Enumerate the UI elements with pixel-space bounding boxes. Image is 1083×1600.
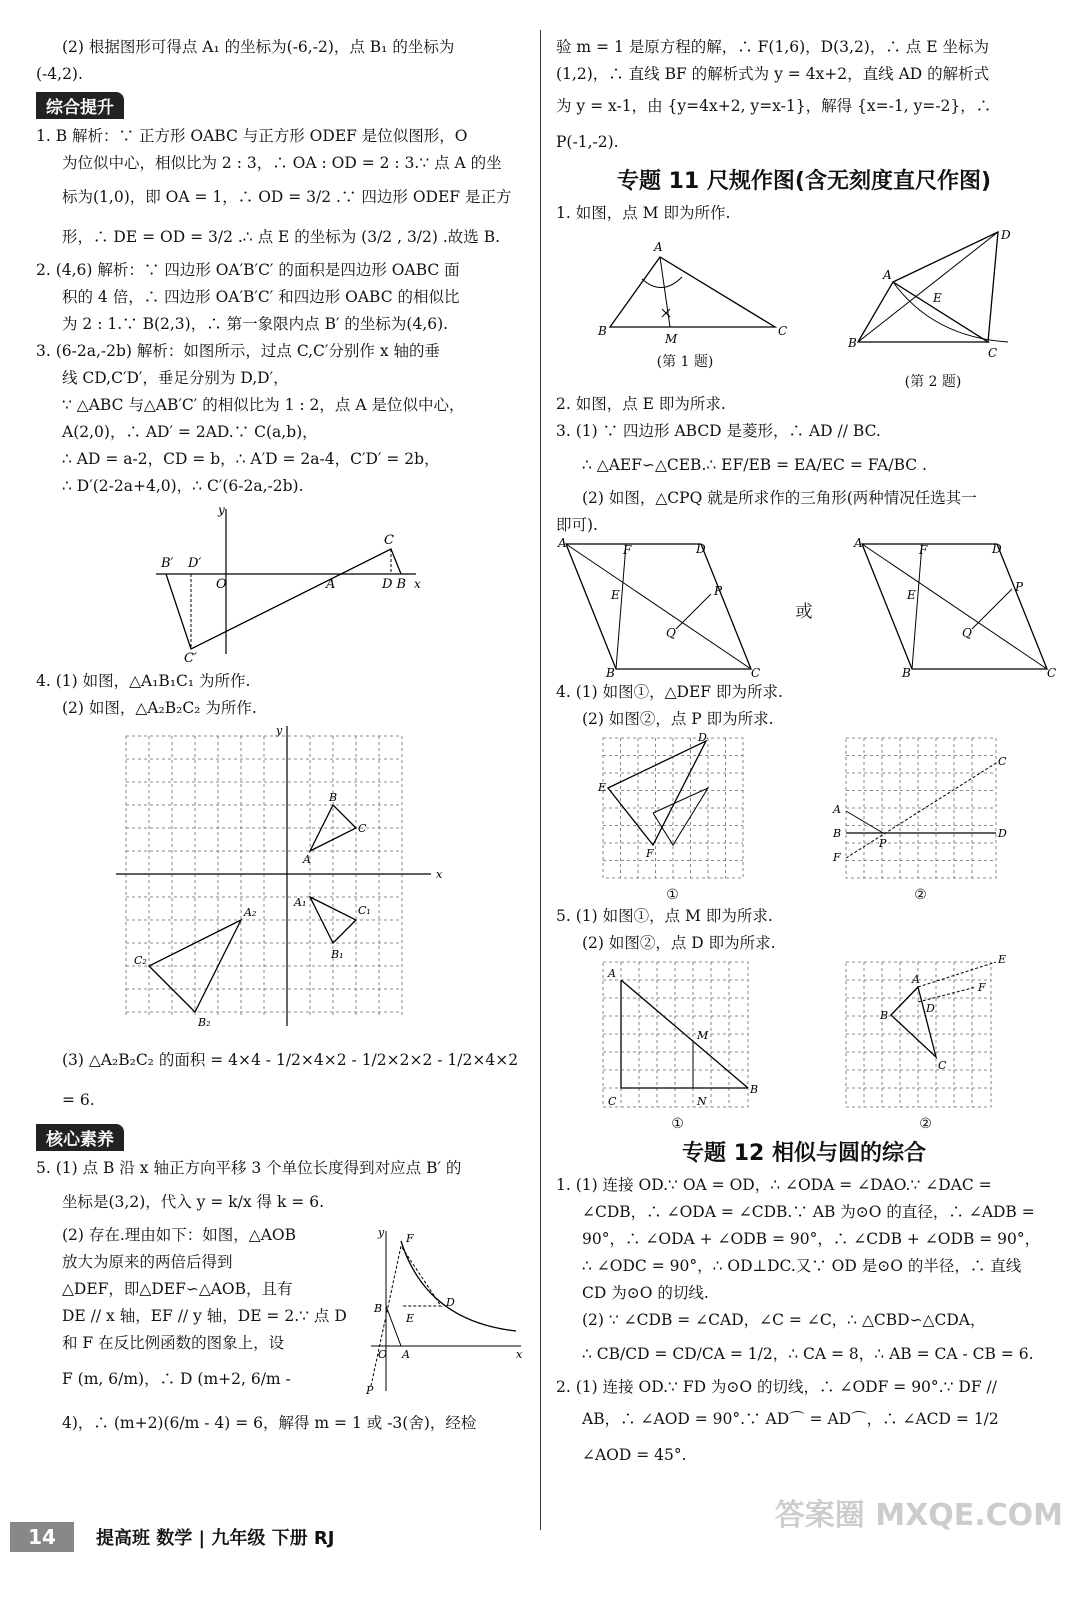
text-line: 3. (6-2a,-2b) 解析：如图所示，过点 C,C′分别作 x 轴的垂 (36, 342, 441, 360)
text-line: 2. (1) 连接 OD.∵ FD 为⊙O 的切线，∴ ∠ODF = 90°.∵ DF // (556, 1378, 997, 1396)
text-line: ∴ D′(2-2a+4,0)，∴ C′(6-2a,-2b). (62, 477, 304, 495)
text-line: F (m, 6/m)，∴ D (m+2, 6/m - (62, 1370, 291, 1388)
text-line: 4. (1) 如图①，△DEF 即为所求. (556, 683, 783, 701)
figure-caption: (第 1 题) (656, 354, 714, 370)
footer-text: 提高班 数学 | 九年级 下册 RJ (96, 1528, 335, 1549)
svg-text:P: P (878, 837, 886, 850)
svg-text:A₂: A₂ (244, 906, 257, 919)
svg-text:D: D (925, 1002, 935, 1015)
text-line: 90°，∴ ∠ODA + ∠ODB = 90°，∴ ∠CDB + ∠ODB = 90°， (582, 1230, 1041, 1248)
text-line: (2) 如图，△A₂B₂C₂ 为所作. (62, 699, 257, 717)
figure-row (556, 536, 1057, 680)
svg-text:C: C (778, 324, 788, 338)
svg-text:P: P (1015, 580, 1024, 594)
svg-text:N: N (696, 1095, 707, 1108)
svg-text:E: E (611, 588, 620, 602)
svg-text:C: C (937, 1059, 946, 1072)
svg-text:B: B (749, 1083, 758, 1096)
left-column (36, 34, 526, 1445)
svg-text:C: C (751, 666, 761, 680)
text-line: 线 CD,C′D′，垂足分别为 D,D′， (62, 369, 289, 387)
text-line: 5. (1) 点 B 沿 x 轴正方向平移 3 个单位长度得到对应点 B′ 的 (36, 1159, 462, 1177)
figure-row (556, 953, 1052, 1132)
svg-text:B: B (879, 1009, 888, 1022)
svg-text:B: B (832, 827, 841, 840)
svg-text:B: B (848, 336, 857, 350)
svg-text:B: B (598, 324, 607, 338)
grid-figure-t11-4a (598, 733, 748, 883)
svg-text:A: A (326, 577, 336, 592)
figure-caption: ① (671, 1116, 684, 1132)
svg-text:B: B (902, 666, 911, 680)
svg-text:M: M (665, 332, 678, 346)
watermark: 答案圈 MXQE.COM (774, 1498, 1063, 1533)
text-line: 为 2 : 1.∵ B(2,3)，∴ 第一象限内点 B′ 的坐标为(4,6). (62, 315, 449, 333)
svg-text:M: M (696, 1029, 708, 1042)
svg-text:A: A (402, 1348, 410, 1361)
text-line: A(2,0)，∴ AD′ = 2AD.∵ C(a,b)， (62, 423, 318, 441)
text-line: ∵ △ABC 与△AB′C′ 的相似比为 1 : 2，点 A 是位似中心， (62, 396, 465, 414)
section-header: 核心素养 (36, 1124, 124, 1151)
text-line: (2) 存在.理由如下：如图，△AOB (62, 1226, 297, 1244)
svg-text:D: D (696, 542, 706, 556)
figure-q5 (366, 1226, 526, 1396)
svg-text:A: A (832, 803, 841, 816)
text-line: (2) 如图，△CPQ 就是所求作的三角形(两种情况任选其一 (582, 489, 977, 507)
text-line: 1. (1) 连接 OD.∵ OA = OD，∴ ∠ODA = ∠DAO.∵ ∠DAC = (556, 1176, 992, 1194)
svg-text:A: A (607, 967, 616, 980)
text-line: 1. 如图，点 M 即为所作. (556, 204, 731, 222)
text-line: 2. 如图，点 E 即为所求. (556, 395, 726, 413)
svg-text:D: D (446, 1296, 455, 1309)
text-line: CD 为⊙O 的切线. (582, 1284, 709, 1302)
figure-caption: ① (666, 887, 679, 903)
figure-q3 (136, 504, 426, 664)
topic-title: 专题 11 尺规作图(含无刻度直尺作图) (616, 169, 992, 194)
svg-text:D′: D′ (188, 556, 202, 571)
text-line: △DEF，即△DEF∽△AOB，且有 (62, 1280, 293, 1298)
svg-text:B₂: B₂ (198, 1016, 211, 1029)
svg-text:P: P (714, 584, 723, 598)
svg-text:C₁: C₁ (358, 904, 371, 917)
text-line: 1. B 解析：∵ 正方形 OABC 与正方形 ODEF 是位似图形，O (36, 127, 468, 145)
svg-text:A: A (558, 536, 567, 550)
svg-text:C′: C′ (184, 651, 197, 666)
svg-text:x: x (436, 868, 443, 881)
figure-t11-2 (838, 227, 1028, 367)
svg-text:E: E (597, 781, 606, 794)
figure-t11-1 (580, 227, 790, 347)
svg-text:F: F (623, 543, 632, 557)
grid-figure-t11-5b (836, 953, 1016, 1112)
svg-text:D: D (1001, 228, 1011, 242)
svg-text:C: C (997, 755, 1006, 768)
svg-text:D: D (992, 542, 1002, 556)
figure-caption: (第 2 题) (904, 374, 962, 390)
svg-text:C: C (988, 346, 998, 360)
figure-row (556, 733, 1052, 903)
svg-text:y: y (218, 503, 225, 517)
text-line: (2) 根据图形可得点 A₁ 的坐标为(-6,-2)，点 B₁ 的坐标为 (62, 38, 455, 56)
figure-row (556, 227, 1052, 391)
text-line: 5. (1) 如图①，点 M 即为所求. (556, 907, 773, 925)
text-line: 积的 4 倍，∴ 四边形 OA′B′C′ 和四边形 OABC 的相似比 (62, 288, 460, 306)
text-line: DE // x 轴，EF // y 轴，DE = 2.∵ 点 D (62, 1307, 347, 1325)
svg-text:Q: Q (666, 626, 676, 640)
text-line: 放大为原来的两倍后得到 (62, 1253, 233, 1271)
svg-text:A: A (303, 853, 311, 866)
text-line: (2) 如图②，点 P 即为所求. (582, 710, 774, 728)
text-line: ∴ ∠ODC = 90°，∴ OD⊥DC.又∵ OD 是⊙O 的半径，∴ 直线 (582, 1257, 1022, 1275)
svg-text:F: F (832, 851, 841, 864)
text-line: 形，∴ DE = OD = 3/2 .∴ 点 E 的坐标为 (3/2 , 3/2) .故选 B. (62, 228, 501, 246)
svg-text:O: O (216, 577, 227, 592)
svg-text:Q: Q (962, 626, 972, 640)
svg-text:E: E (406, 1312, 415, 1325)
svg-text:B₁: B₁ (331, 948, 344, 961)
figure-caption: ② (919, 1116, 932, 1132)
svg-text:A: A (911, 973, 920, 986)
text-line: (-4,2). (36, 65, 83, 83)
svg-text:E: E (933, 291, 942, 305)
grid-figure-q4 (116, 726, 446, 1036)
svg-text:x: x (516, 1348, 523, 1361)
text-line: 4. (1) 如图，△A₁B₁C₁ 为所作. (36, 672, 251, 690)
text-line: ∴ CB/CD = CD/CA = 1/2，∴ CA = 8，∴ AB = CA - CB = 6. (582, 1345, 1034, 1363)
svg-text:C: C (358, 822, 367, 835)
column-divider (540, 30, 541, 1530)
text-line: 4)，∴ (m+2)(6/m - 4) = 6，解得 m = 1 或 -3(舍)，经检 (62, 1414, 477, 1432)
right-column (556, 34, 1057, 1473)
svg-text:E: E (997, 953, 1006, 966)
grid-figure-t11-5a (593, 957, 763, 1112)
text-line: 和 F 在反比例函数的图象上，设 (62, 1334, 285, 1352)
svg-text:O: O (378, 1348, 388, 1361)
topic-title: 专题 12 相似与圆的综合 (682, 1141, 926, 1166)
grid-figure-t11-4b (831, 733, 1011, 883)
svg-text:C: C (1047, 666, 1057, 680)
text-line: 3. (1) ∵ 四边形 ABCD 是菱形，∴ AD // BC. (556, 422, 881, 440)
svg-text:C₂: C₂ (134, 954, 147, 967)
figure-t11-3a (556, 536, 761, 680)
text-line: (2) ∵ ∠CDB = ∠CAD，∠C = ∠C，∴ △CBD∽△CDA， (582, 1311, 986, 1329)
text-line: AB，∴ ∠AOD = 90°.∵ AD⌒ = AD⌒，∴ ∠ACD = 1/2 ∠AOD = 45°. (582, 1410, 999, 1464)
text-line: 2. (4,6) 解析：∵ 四边形 OA′B′C′ 的面积是四边形 OABC 面 (36, 261, 460, 279)
figure-t11-3b (852, 536, 1057, 680)
text-line: 即可). (556, 516, 598, 534)
text-line: 坐标是(3,2)，代入 y = k/x 得 k = 6. (62, 1193, 325, 1211)
svg-text:F: F (645, 847, 654, 860)
svg-text:B: B (606, 666, 615, 680)
svg-text:P: P (366, 1384, 374, 1397)
figure-caption: ② (914, 887, 927, 903)
text-line: 为 y = x-1，由 {y=4x+2, y=x-1}，解得 {x=-1, y=-2}，∴ P(-1,-2). (556, 97, 992, 151)
or-label: 或 (795, 601, 813, 622)
svg-text:y: y (378, 1226, 385, 1239)
svg-text:x: x (414, 577, 421, 591)
svg-text:D: D (697, 731, 707, 744)
svg-text:C: C (607, 1095, 616, 1108)
svg-text:F: F (977, 981, 986, 994)
svg-text:B′: B′ (161, 556, 174, 571)
svg-text:B: B (374, 1302, 383, 1315)
svg-text:F: F (406, 1232, 414, 1245)
svg-text:F: F (919, 543, 928, 557)
svg-text:A: A (883, 268, 892, 282)
svg-text:B: B (329, 791, 338, 804)
section-header: 综合提升 (36, 92, 124, 119)
svg-text:A: A (654, 240, 663, 254)
text-line: 为位似中心，相似比为 2 : 3，∴ OA : OD = 2 : 3.∵ 点 A 的坐 (62, 154, 502, 172)
text-line: 验 m = 1 是原方程的解，∴ F(1,6)，D(3,2)，∴ 点 E 坐标为 (556, 38, 989, 56)
svg-text:C: C (384, 533, 394, 548)
svg-text:A₁: A₁ (294, 896, 307, 909)
text-line: ∴ AD = a-2，CD = b，∴ A′D = 2a-4，C′D′ = 2b， (62, 450, 440, 468)
svg-text:A: A (854, 536, 863, 550)
text-line: ∴ △AEF∽△CEB.∴ EF/EB = EA/EC = FA/BC . (582, 456, 927, 474)
text-line: (1,2)，∴ 直线 BF 的解析式为 y = 4x+2，直线 AD 的解析式 (556, 65, 990, 83)
svg-text:D: D (997, 827, 1007, 840)
page-number: 14 (10, 1522, 74, 1552)
svg-text:E: E (907, 588, 916, 602)
text-line: (3) △A₂B₂C₂ 的面积 = 4×4 - 1/2×4×2 - 1/2×2×2 - 1/2×4×2 = 6. (62, 1051, 519, 1109)
text-line: ∠CDB，∴ ∠ODA = ∠CDB.∵ AB 为⊙O 的直径，∴ ∠ADB = (582, 1203, 1035, 1221)
svg-text:D B: D B (382, 577, 407, 592)
text-line: (2) 如图②，点 D 即为所求. (582, 934, 776, 952)
text-line: 标为(1,0)，即 OA = 1，∴ OD = 3/2 .∵ 四边形 ODEF 是正方 (62, 188, 512, 206)
svg-text:y: y (276, 724, 283, 737)
